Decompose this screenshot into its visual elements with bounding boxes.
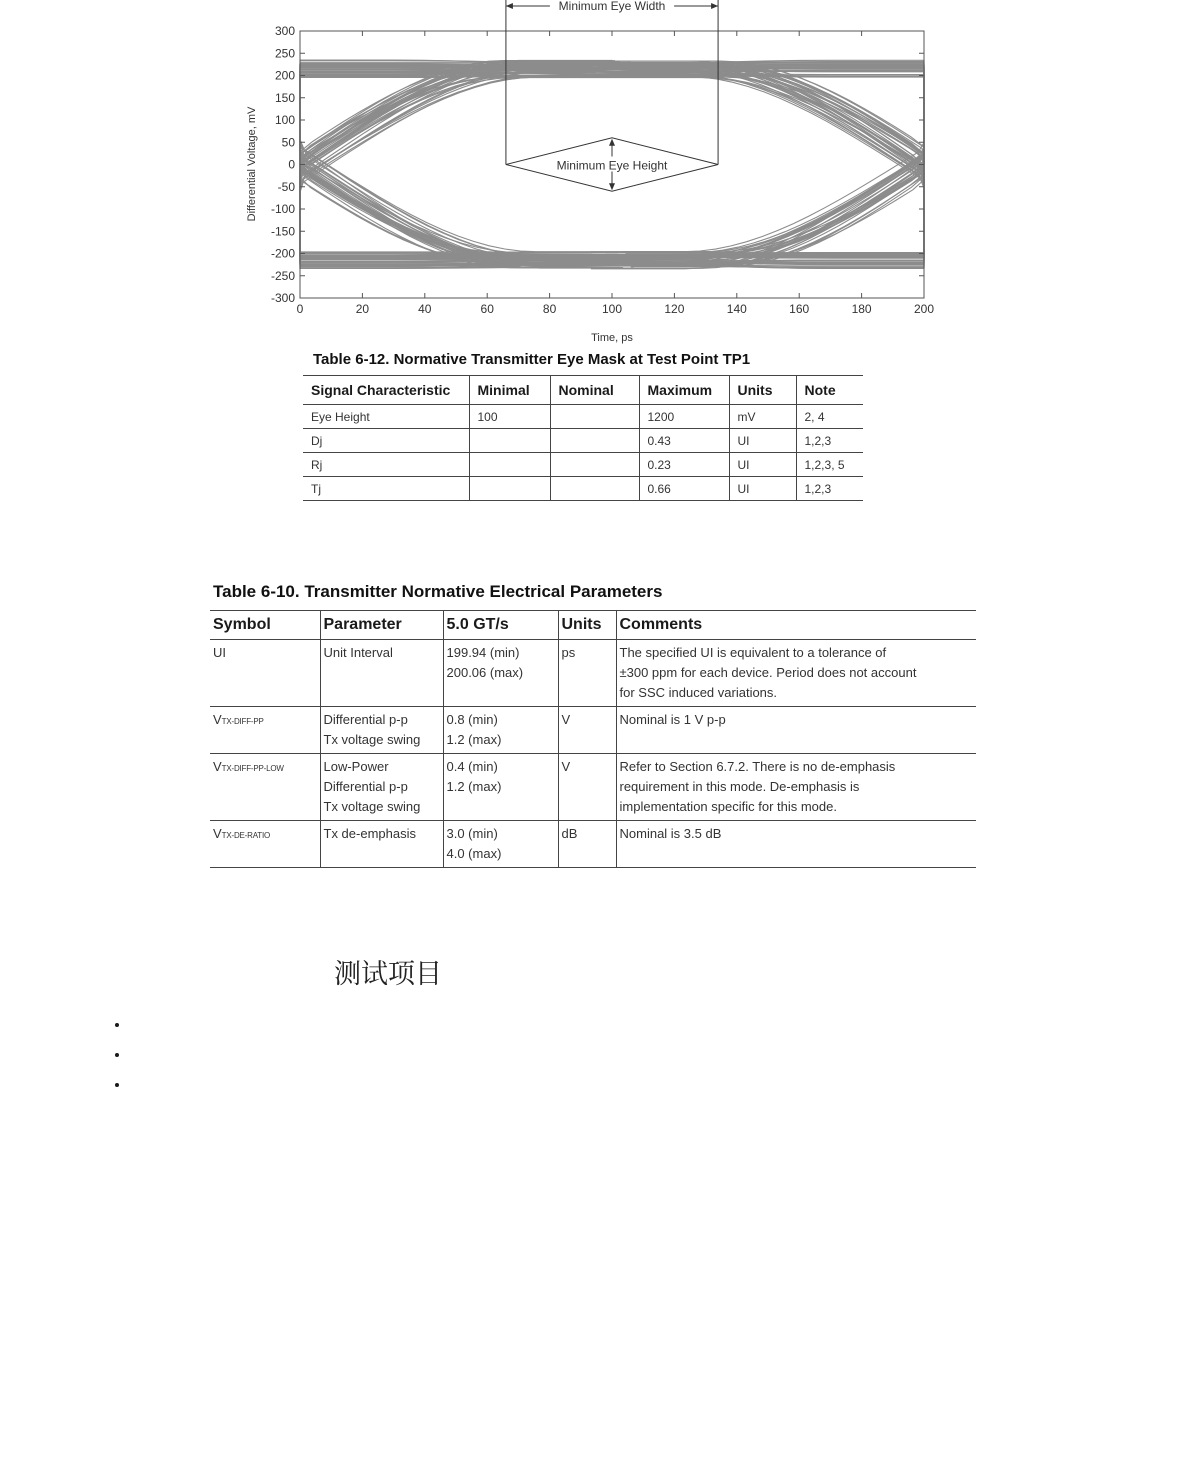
column-header: Maximum [639, 376, 729, 405]
eye-width-arrowhead-left [506, 3, 513, 9]
table-cell: 0.23 [639, 453, 729, 477]
table-cell: UI [729, 477, 796, 501]
table-cell [469, 453, 550, 477]
parameter-cell: Tx de-emphasis [320, 821, 443, 868]
table-cell: 0.43 [639, 429, 729, 453]
column-header: Symbol [210, 611, 320, 640]
table-header-row [303, 376, 863, 405]
table-cell: 1,2,3, 5 [796, 453, 863, 477]
table-cell: Eye Height [303, 405, 469, 429]
y-tick-label: -200 [270, 246, 295, 261]
comments-cell: The specified UI is equivalent to a tolerance of ±300 ppm for each device. Period does not account for SSC induced variations. [616, 640, 976, 707]
table-row [303, 453, 863, 477]
table-cell: 0.66 [639, 477, 729, 501]
comments-cell: Refer to Section 6.7.2. There is no de-emphasis requirement in this mode. De-emphasis is implementation specific for this mode. [616, 754, 976, 821]
y-tick-label: -300 [270, 291, 295, 305]
table-cell: 100 [469, 405, 550, 429]
table-cell [550, 453, 639, 477]
symbol-cell [210, 640, 320, 707]
column-header: 5.0 GT/s [443, 611, 558, 640]
symbol-subscript: TX-DIFF-PP [221, 717, 264, 726]
table-cell: UI [729, 429, 796, 453]
table-cell [550, 429, 639, 453]
x-tick-label: 100 [601, 302, 623, 316]
table-cell [469, 429, 550, 453]
comments-cell: Nominal is 3.5 dB [616, 821, 976, 868]
units-cell: ps [558, 640, 616, 707]
value-cell: 0.8 (min) 1.2 (max) [443, 707, 558, 754]
table-cell: 1,2,3 [796, 477, 863, 501]
x-tick-label: 120 [664, 302, 685, 316]
column-header: Nominal [550, 376, 639, 405]
eye-width-arrowhead-right [711, 3, 718, 9]
table-cell: 2, 4 [796, 405, 863, 429]
table-row [210, 754, 976, 821]
table-cell: Tj [303, 477, 469, 501]
table-cell [550, 405, 639, 429]
table-row [303, 477, 863, 501]
symbol-cell [210, 754, 320, 821]
column-header: Units [558, 611, 616, 640]
symbol-cell [210, 707, 320, 754]
section-heading: 测试项目 [334, 959, 442, 990]
x-tick-label: 200 [913, 302, 935, 316]
table-cell: Rj [303, 453, 469, 477]
symbol-main: UI [213, 645, 226, 660]
symbol-main: V [213, 826, 222, 841]
x-tick-label: 180 [851, 302, 872, 316]
y-tick-label: -250 [270, 268, 295, 283]
table-cell: mV [729, 405, 796, 429]
comments-cell: Nominal is 1 V p-p [616, 707, 976, 754]
symbol-main: V [213, 759, 222, 774]
y-tick-label: 150 [274, 90, 295, 105]
y-tick-label: -100 [270, 202, 295, 216]
x-tick-label: 60 [480, 302, 494, 316]
y-tick-label: 250 [274, 46, 295, 61]
table-cell: UI [729, 453, 796, 477]
y-tick-label: 300 [274, 24, 295, 38]
column-header: Parameter [320, 611, 443, 640]
value-cell: 199.94 (min) 200.06 (max) [443, 640, 558, 707]
y-tick-label: -50 [277, 179, 295, 194]
x-tick-label: 40 [418, 302, 432, 316]
table-row [210, 707, 976, 754]
y-tick-label: 100 [274, 113, 295, 127]
x-tick-label: 20 [355, 302, 370, 316]
table-row [303, 405, 863, 429]
x-tick-label: 80 [542, 302, 557, 316]
value-cell: 3.0 (min) 4.0 (max) [443, 821, 558, 868]
symbol-cell [210, 821, 320, 868]
x-tick-label: 0 [296, 302, 304, 316]
y-tick-label: 200 [274, 68, 295, 83]
table-row [303, 429, 863, 453]
table-cell [550, 477, 639, 501]
symbol-main: V [213, 712, 222, 727]
x-axis-title: Time, ps [591, 332, 633, 344]
parameter-cell: Unit Interval [320, 640, 443, 707]
table-header-row [210, 611, 976, 640]
eye-mask-table [303, 375, 863, 501]
table-cell: 1200 [639, 405, 729, 429]
x-tick-label: 140 [726, 302, 747, 316]
column-header: Note [796, 376, 863, 405]
symbol-subscript: TX-DIFF-PP-LOW [221, 764, 284, 773]
eye-mask [506, 0, 718, 191]
value-cell: 0.4 (min) 1.2 (max) [443, 754, 558, 821]
column-header: Signal Characteristic [303, 376, 469, 405]
y-tick-label: -150 [270, 224, 295, 239]
table-cell [469, 477, 550, 501]
symbol-subscript: TX-DE-RATIO [221, 831, 270, 840]
eye-height-label: Minimum Eye Height [556, 158, 668, 173]
bullet-list [112, 1013, 130, 1103]
eye-width-label: Minimum Eye Width [558, 0, 666, 13]
y-axis-title: Differential Voltage, mV [246, 106, 258, 222]
y-tick-label: 0 [288, 157, 295, 172]
units-cell: V [558, 707, 616, 754]
table-cell: 1,2,3 [796, 429, 863, 453]
parameter-cell: Low-Power Differential p-p Tx voltage swing [320, 754, 443, 821]
electrical-parameters-table [210, 610, 976, 868]
table-612-caption: Table 6-12. Normative Transmitter Eye Mask at Test Point TP1 [313, 351, 751, 368]
table-row [210, 640, 976, 707]
column-header: Comments [616, 611, 976, 640]
table-cell: Dj [303, 429, 469, 453]
column-header: Minimal [469, 376, 550, 405]
table-row [210, 821, 976, 868]
parameter-cell: Differential p-p Tx voltage swing [320, 707, 443, 754]
eye-diagram-figure [238, 0, 938, 346]
units-cell: V [558, 754, 616, 821]
units-cell: dB [558, 821, 616, 868]
y-tick-label: 50 [281, 135, 295, 150]
x-tick-label: 160 [789, 302, 810, 316]
column-header: Units [729, 376, 796, 405]
table-610-caption: Table 6-10. Transmitter Normative Electrical Parameters [213, 582, 663, 601]
